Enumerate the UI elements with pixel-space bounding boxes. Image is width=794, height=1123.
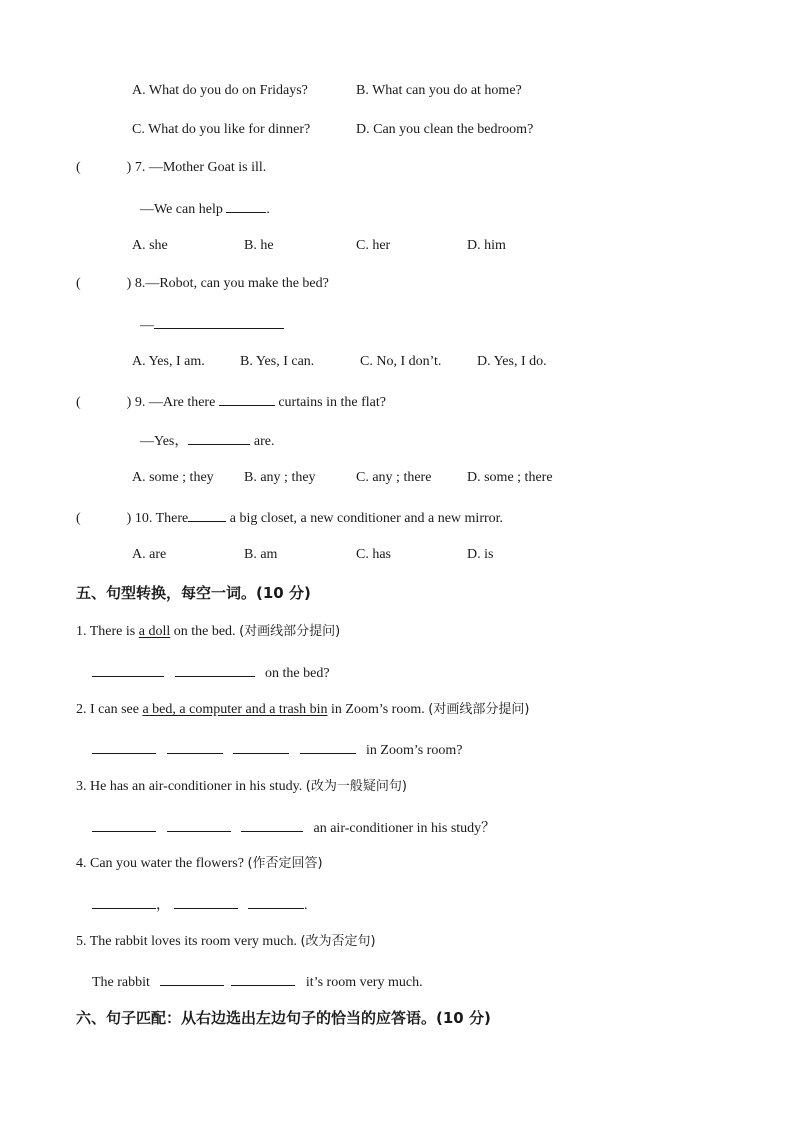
q6-option-b: B. What can you do at home? [356, 83, 522, 98]
q9-option-d: D. some ; there [467, 470, 553, 485]
q10-stem-line [76, 507, 503, 528]
s5-item-1-answer-post: on the bed? [265, 666, 330, 681]
s5-item-3-answer-post: an air-conditioner in his study？ [313, 821, 496, 836]
s5-2-blank-4[interactable] [300, 739, 356, 754]
q10-stem-pre: 10. There [134, 511, 189, 526]
answer-paren-open: ( [76, 276, 81, 291]
s5-4-blank-3[interactable] [248, 894, 304, 909]
s5-item-2-note: (对画线部分提问) [428, 702, 530, 717]
q8-stem: 8.—Robot, can you make the bed? [134, 276, 329, 291]
s5-item-5-answer-post: it’s room very much. [305, 975, 423, 990]
s5-item-2-underlined: a bed, a computer and a trash bin [142, 702, 328, 717]
s5-item-5-answer-pre: The rabbit [92, 975, 150, 990]
q8-stem-line [76, 275, 329, 293]
s5-2-blank-3[interactable] [233, 739, 289, 754]
s5-item-3 [76, 778, 407, 796]
q9-blank-2[interactable] [188, 430, 250, 445]
s5-4-blank-2[interactable] [174, 894, 238, 909]
s5-1-blank-2[interactable] [175, 662, 255, 677]
q7-line2 [140, 198, 270, 219]
answer-paren-open: ( [76, 160, 81, 175]
q8-blank[interactable] [154, 314, 284, 329]
q9-stem-pre: 9. —Are there [134, 395, 216, 410]
s5-item-1-post: on the bed. [170, 624, 240, 639]
q7-stem: 7. —Mother Goat is ill. [134, 160, 267, 175]
q9-blank-1[interactable] [219, 391, 275, 406]
answer-paren-open: ( [76, 395, 81, 410]
s5-1-blank-1[interactable] [92, 662, 164, 677]
s5-item-4-answer [92, 894, 308, 915]
s5-item-2-answer-post: in Zoom’s room? [366, 743, 463, 758]
q9-stem-post: curtains in the flat? [278, 395, 386, 410]
q10-option-a: A. are [132, 547, 167, 562]
q8-line2-pre: — [140, 318, 154, 333]
answer-paren-close: ) [126, 160, 132, 175]
answer-paren-close: ) [126, 276, 132, 291]
q9-option-b: B. any ; they [244, 470, 316, 485]
s5-item-3-answer [92, 817, 495, 838]
s5-item-5-note: (改为否定句) [300, 934, 376, 949]
q9-stem-line [76, 391, 386, 412]
q8-option-b: B. Yes, I can. [240, 354, 315, 369]
q10-blank[interactable] [188, 507, 226, 522]
s5-5-blank-1[interactable] [160, 971, 224, 986]
s5-item-4-pre: 4. Can you water the flowers? [76, 856, 248, 871]
s5-item-4-answer-post: . [304, 898, 308, 913]
q7-option-d: D. him [467, 238, 506, 253]
q10-option-b: B. am [244, 547, 278, 562]
s5-3-blank-2[interactable] [167, 817, 231, 832]
q8-option-c: C. No, I don’t. [360, 354, 442, 369]
s5-item-5-answer [92, 971, 423, 992]
answer-paren-close: ) [126, 511, 132, 526]
s5-item-4-note: (作否定回答) [247, 856, 323, 871]
s5-2-blank-2[interactable] [167, 739, 223, 754]
q6-option-a: A. What do you do on Fridays? [132, 83, 308, 98]
answer-paren-open: ( [76, 511, 81, 526]
q7-option-c: C. her [356, 238, 391, 253]
s5-item-3-note: (改为一般疑问句) [305, 779, 407, 794]
q10-option-c: C. has [356, 547, 391, 562]
q6-option-c: C. What do you like for dinner? [132, 122, 311, 137]
s5-item-4-comma: ， [156, 898, 170, 913]
q9-line2-pre: —Yes， [140, 434, 189, 449]
q8-option-a: A. Yes, I am. [132, 354, 205, 369]
q10-option-d: D. is [467, 547, 494, 562]
q9-option-c: C. any ; there [356, 470, 432, 485]
s5-3-blank-1[interactable] [92, 817, 156, 832]
q8-option-d: D. Yes, I do. [477, 354, 547, 369]
s5-item-2 [76, 701, 529, 719]
q8-line2 [140, 314, 284, 335]
s5-2-blank-1[interactable] [92, 739, 156, 754]
s5-item-3-pre: 3. He has an air-conditioner in his study. [76, 779, 306, 794]
q7-line2-pre: —We can help [140, 202, 223, 217]
answer-paren-close: ) [126, 395, 132, 410]
section-5-title: 五、句型转换，每空一词。(10 分) [76, 584, 311, 602]
s5-item-1-pre: 1. There is [76, 624, 139, 639]
s5-item-5 [76, 933, 376, 951]
q7-option-a: A. she [132, 238, 168, 253]
q9-line2-post: are. [253, 434, 275, 449]
s5-4-blank-1[interactable] [92, 894, 156, 909]
q9-line2 [140, 430, 274, 451]
q7-option-b: B. he [244, 238, 274, 253]
s5-item-1-answer [92, 662, 330, 683]
s5-item-5-pre: 5. The rabbit loves its room very much. [76, 934, 301, 949]
s5-item-1 [76, 623, 340, 641]
s5-5-blank-2[interactable] [231, 971, 295, 986]
q7-stem-line [76, 159, 266, 177]
s5-item-2-post: in Zoom’s room. [327, 702, 429, 717]
s5-item-2-answer [92, 739, 462, 760]
s5-item-2-pre: 2. I can see [76, 702, 143, 717]
s5-3-blank-3[interactable] [241, 817, 303, 832]
q6-option-d: D. Can you clean the bedroom? [356, 122, 534, 137]
q9-option-a: A. some ; they [132, 470, 214, 485]
q10-stem-post: a big closet, a new conditioner and a new mirror. [229, 511, 504, 526]
q7-line2-post: . [266, 202, 270, 217]
s5-item-1-note: (对画线部分提问) [239, 624, 341, 639]
s5-item-4 [76, 855, 323, 873]
q7-blank[interactable] [226, 198, 266, 213]
section-6-title: 六、句子匹配：从右边选出左边句子的恰当的应答语。(10 分) [76, 1009, 491, 1027]
s5-item-1-underlined: a doll [138, 624, 171, 639]
